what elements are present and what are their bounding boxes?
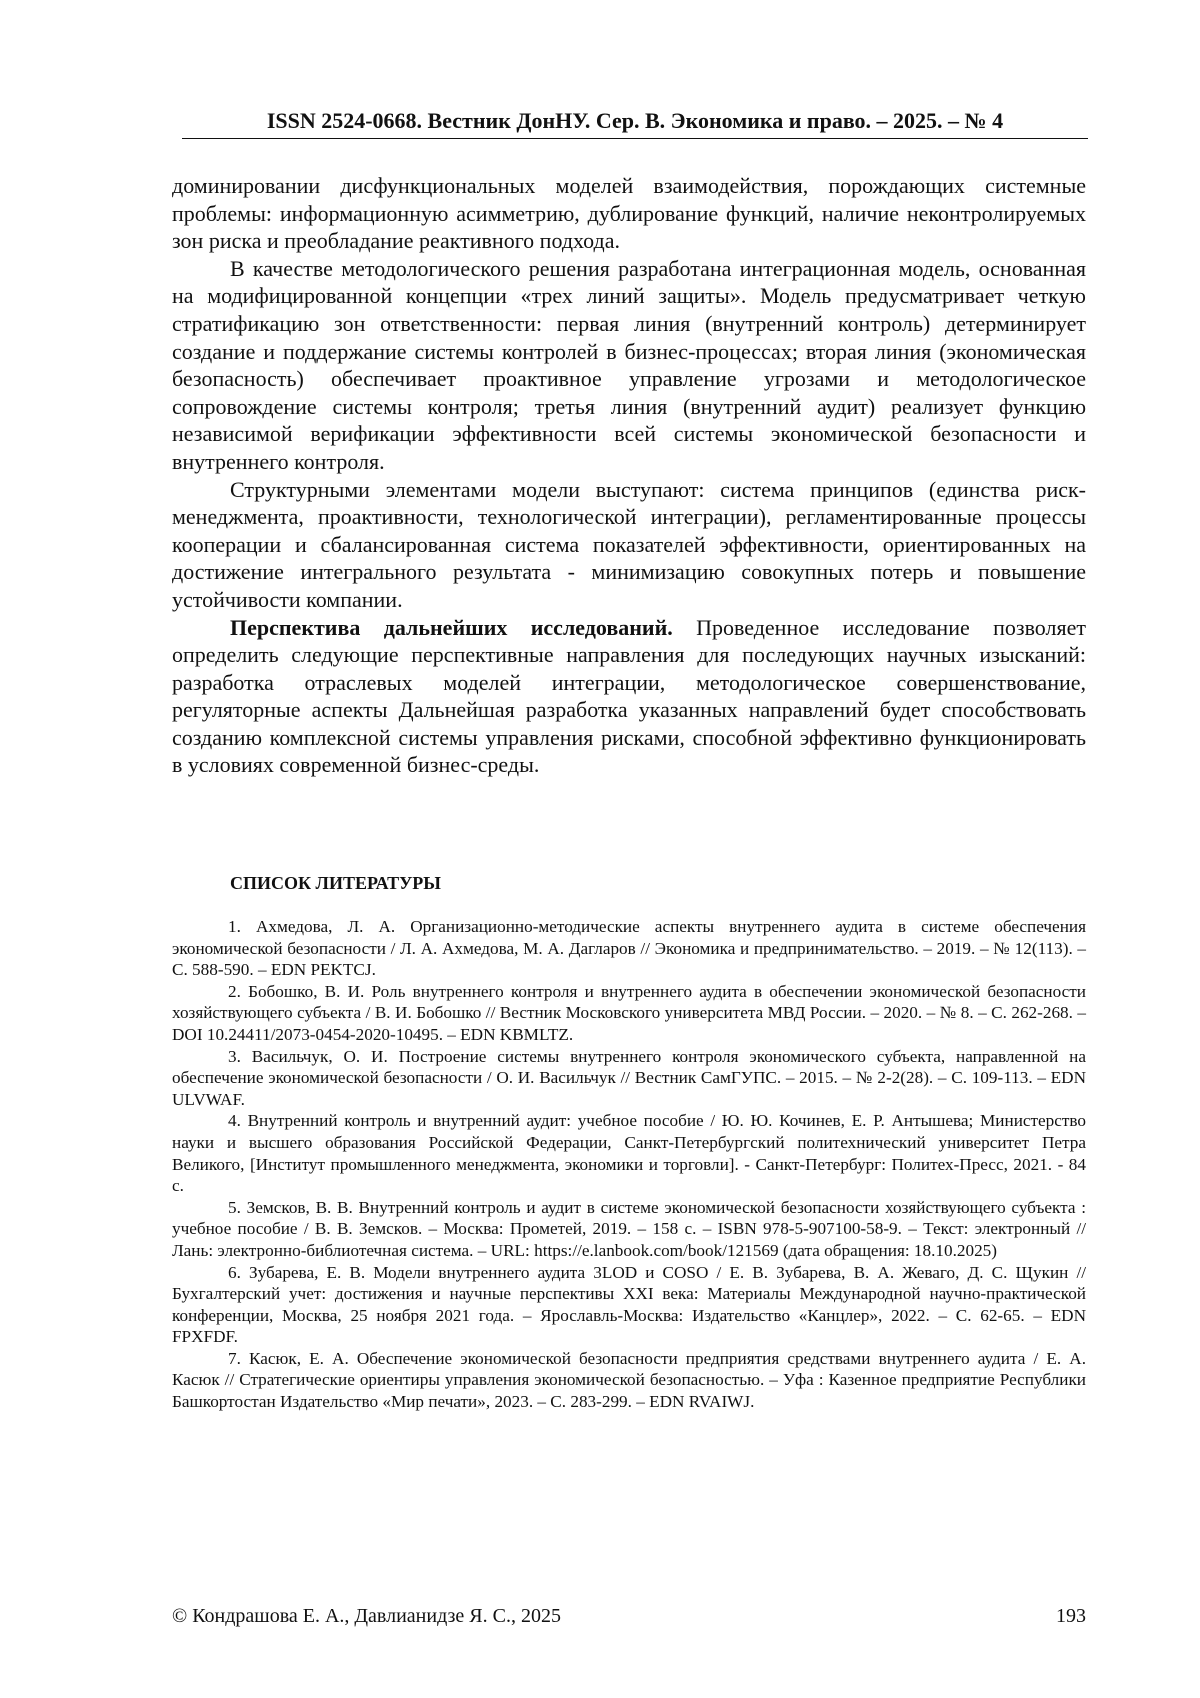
header-rule bbox=[182, 138, 1088, 139]
reference-item: 1. Ахмедова, Л. А. Организационно-методические аспекты внутреннего аудита в системе обеспечения экономической безопасности / Л. А. Ахмедова, М. А. Дагларов // Экономика и предпринимательство. – 2019. – № 12(113). – С. 588-590. – EDN PEKTCJ. bbox=[172, 917, 1086, 980]
reference-item: 7. Касюк, Е. А. Обеспечение экономической безопасности предприятия средствами внутреннего аудита / Е. А. Касюк // Стратегические ориентиры управления экономической безопасностью. – Уфа : Казенное предприятие Республики Башкортостан Издательство «Мир печати», 2023. – С. 283-299. – EDN RVAIWJ. bbox=[172, 1348, 1086, 1412]
reference-item: 2. Бобошко, В. И. Роль внутреннего контроля и внутреннего аудита в обеспечении экономической безопасности хозяйствующего субъекта / В. И. Бобошко // Вестник Московского университета МВД России. – 2020. – № 8. – С. 262-268. – DOI 10.24411/2073-0454-2020-10495. – EDN KBMLTZ. bbox=[172, 981, 1086, 1044]
reference-item: 6. Зубарева, Е. В. Модели внутреннего аудита 3LOD и COSO / Е. В. Зубарева, В. А. Жеваго, Д. С. Щукин // Бухгалтерский учет: достижения и научные перспективы XXI века: Материалы Международной научно-практической конференции, Москва, 25 ноября 2021 года. – Ярославль-Москва: Издательство «Канцлер», 2022. – С. 62-65. – EDN FPXFDF. bbox=[172, 1262, 1086, 1347]
paragraph-4-text: Проведенное исследование позволяет определить следующие перспективные направления для последующих научных изысканий: разработка отраслевых моделей интеграции, методологическое совершенствование, регуляторные аспекты Дальнейшая разработка указанных направлений будет способствовать созданию комплексной системы управления рисками, способной эффективно функционировать в условиях современной бизнес-среды. bbox=[172, 614, 1086, 778]
paragraph-2: В качестве методологического решения разработана интеграционная модель, основанная на модифицированной концепции «трех линий защиты». Модель предусматривает четкую стратификацию зон ответственности: первая линия (внутренний контроль) детерминирует создание и поддержание системы контролей в бизнес-процессах; вторая линия (экономическая безопасность) обеспечивает проактивное управление угрозами и методологическое сопровождение системы контроля; третья линия (внутренний аудит) реализует функцию независимой верификации эффективности всей системы экономической безопасности и внутреннего контроля. bbox=[172, 255, 1086, 474]
paragraph-3: Структурными элементами модели выступают: система принципов (единства риск-менеджмента, проактивности, технологической интеграции), регламентированные процессы кооперации и сбалансированная система показателей эффективности, ориентированных на достижение интегрального результата - минимизацию совокупных потерь и повышение устойчивости компании. bbox=[172, 476, 1086, 612]
paragraph-4 bbox=[172, 614, 1086, 780]
copyright-notice: © Кондрашова Е. А., Давлианидзе Я. С., 2025 bbox=[172, 1605, 561, 1627]
references-list bbox=[172, 916, 1086, 1413]
paragraph-1: доминировании дисфункциональных моделей взаимодействия, порождающих системные проблемы: информационную асимметрию, дублирование функций, наличие неконтролируемых зон риска и преобладание реактивного подхода. bbox=[172, 173, 1086, 254]
reference-item: 3. Васильчук, О. И. Построение системы внутреннего контроля экономического субъекта, направленной на обеспечение экономической безопасности / О. И. Васильчук // Вестник СамГУПС. – 2015. – № 2-2(28). – С. 109-113. – EDN ULVWAF. bbox=[172, 1046, 1086, 1109]
reference-item: 4. Внутренний контроль и внутренний аудит: учебное пособие / Ю. Ю. Кочинев, Е. Р. Антышева; Министерство науки и высшего образования Российской Федерации, Санкт-Петербургский политехнический университет Петра Великого, [Институт промышленного менеджмента, экономики и торговли]. - Санкт-Петербург: Политех-Пресс, 2021. - 84 с. bbox=[172, 1111, 1086, 1196]
running-head: ISSN 2524-0668. Вестник ДонНУ. Сер. В. Экономика и право. – 2025. – № 4 bbox=[266, 108, 1004, 133]
section-heading-prospects: Перспектива дальнейших исследований. bbox=[230, 614, 673, 640]
reference-item: 5. Земсков, В. В. Внутренний контроль и аудит в системе экономической безопасности хозяйствующего субъекта : учебное пособие / В. В. Земсков. – Москва: Прометей, 2019. – 158 с. – ISBN 978-5-907100-58-9. – Текст: электронный // Лань: электронно-библиотечная система. – URL: https://e.lanbook.com/book/121569 (дата обращения: 18.10.2025) bbox=[172, 1197, 1086, 1260]
references-title: СПИСОК ЛИТЕРАТУРЫ bbox=[230, 873, 441, 893]
page-number: 193 bbox=[1056, 1605, 1086, 1627]
article-body bbox=[172, 172, 1086, 779]
